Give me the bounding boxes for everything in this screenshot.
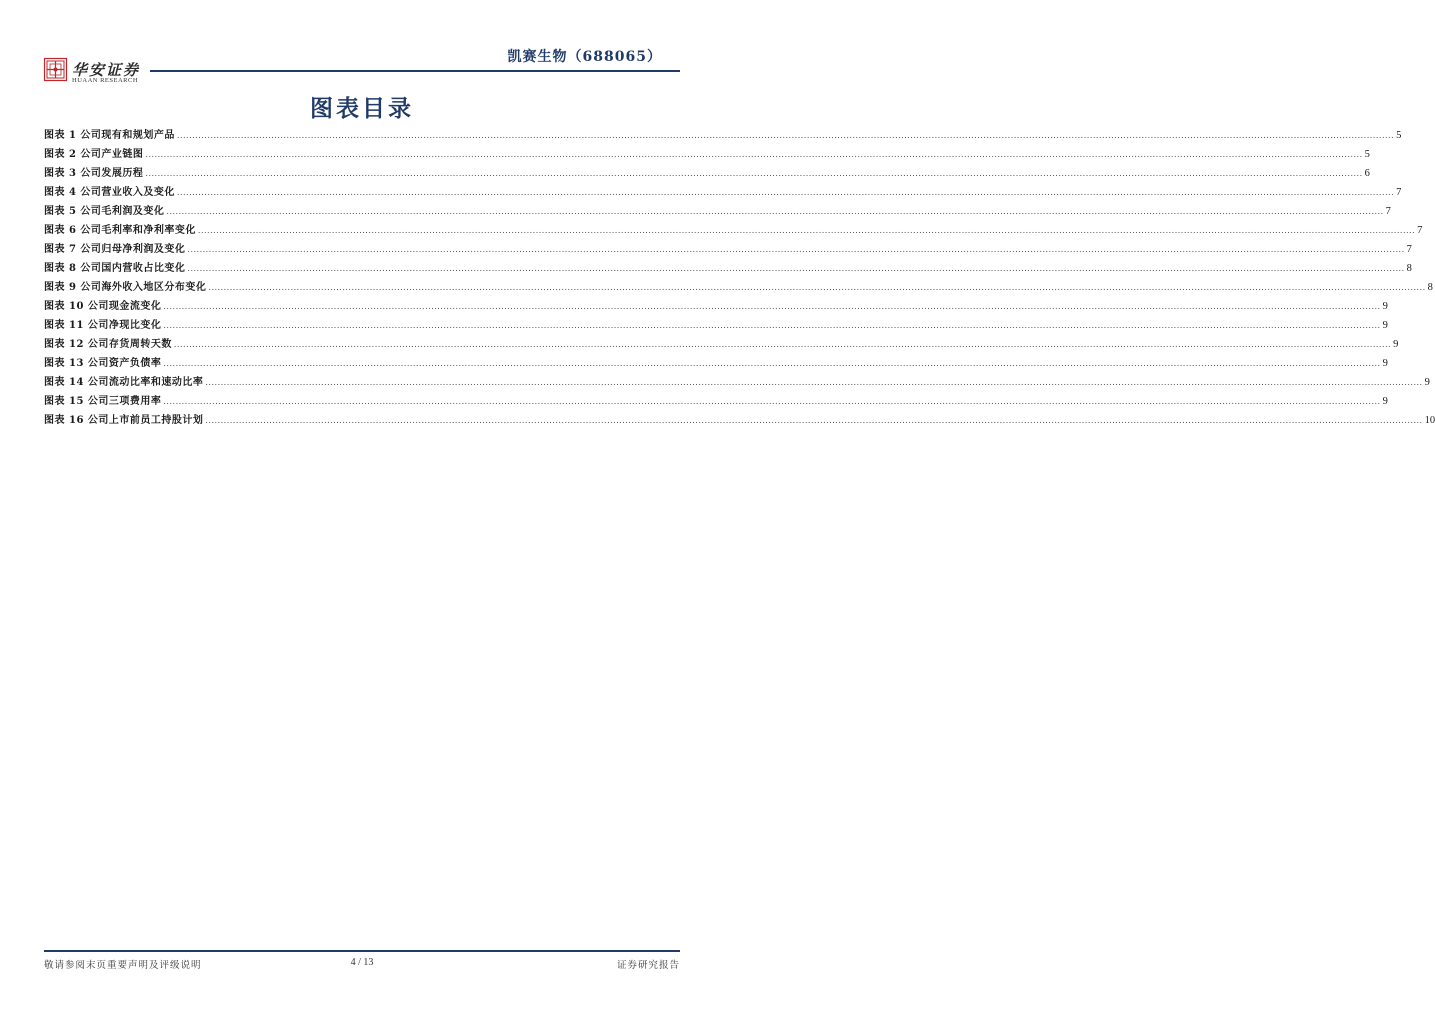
toc-entry[interactable] (44, 240, 1412, 259)
toc-entry-label[interactable]: 图表 7 公司归母净利润及变化 (44, 244, 186, 255)
toc-entry-page[interactable]: 9 (1382, 396, 1388, 407)
toc-entry[interactable] (44, 392, 1388, 411)
toc-entry-label[interactable]: 图表 6 公司毛利率和净利率变化 (44, 225, 196, 236)
toc-entry[interactable] (44, 278, 1433, 297)
logo-chinese-text: 华安证券 (72, 61, 141, 79)
dot-leader: ................................................................................................................................................................................................................................................................................................................................................................................................................ (176, 131, 1395, 140)
toc-entry[interactable] (44, 221, 1423, 240)
footer-report-type: 证券研究报告 (616, 960, 680, 971)
toc-entry-page[interactable]: 8 (1406, 263, 1412, 274)
toc-entry-page[interactable]: 8 (1427, 282, 1433, 293)
toc-entry[interactable] (44, 126, 1402, 145)
toc-entry-label[interactable]: 图表 5 公司毛利润及变化 (44, 206, 165, 217)
toc-entry-label[interactable]: 图表 13 公司资产负债率 (44, 358, 162, 369)
logo-english-text: HUAAN RESEARCH (72, 77, 139, 84)
huaan-logo-icon (44, 58, 67, 81)
toc-entry-page[interactable]: 5 (1396, 130, 1402, 141)
toc-entry[interactable] (44, 145, 1370, 164)
dot-leader: ................................................................................................................................................................................................................................................................................................................................................................................................................ (166, 207, 1384, 216)
toc-entry-page[interactable]: 9 (1382, 358, 1388, 369)
figure-table-of-contents (44, 126, 1435, 430)
toc-entry-page[interactable]: 6 (1364, 168, 1370, 179)
toc-entry-label[interactable]: 图表 16 公司上市前员工持股计划 (44, 415, 204, 426)
toc-entry[interactable] (44, 183, 1402, 202)
dot-leader: ................................................................................................................................................................................................................................................................................................................................................................................................................ (176, 188, 1395, 197)
toc-entry[interactable] (44, 164, 1370, 183)
toc-entry-label[interactable]: 图表 12 公司存货周转天数 (44, 339, 172, 350)
dot-leader: ................................................................................................................................................................................................................................................................................................................................................................................................................ (205, 416, 1423, 425)
page-number: 4 / 13 (350, 957, 374, 968)
header-divider (150, 70, 680, 72)
company-logo (44, 58, 154, 88)
toc-entry[interactable] (44, 259, 1412, 278)
dot-leader: ................................................................................................................................................................................................................................................................................................................................................................................................................ (163, 302, 1381, 311)
toc-entry[interactable] (44, 316, 1388, 335)
footer-divider (44, 950, 680, 952)
toc-entry[interactable] (44, 202, 1391, 221)
toc-entry[interactable] (44, 373, 1430, 392)
toc-entry-page[interactable]: 5 (1364, 149, 1370, 160)
toc-entry-label[interactable]: 图表 1 公司现有和规划产品 (44, 130, 175, 141)
toc-entry-page[interactable]: 9 (1393, 339, 1399, 350)
footer-disclaimer: 敬请参阅末页重要声明及评级说明 (44, 960, 202, 971)
dot-leader: ................................................................................................................................................................................................................................................................................................................................................................................................................ (163, 359, 1381, 368)
toc-entry-page[interactable]: 9 (1382, 320, 1388, 331)
toc-entry-page[interactable]: 7 (1385, 206, 1391, 217)
page-title: 图表目录 (310, 95, 414, 122)
dot-leader: ................................................................................................................................................................................................................................................................................................................................................................................................................ (145, 169, 1363, 178)
toc-entry-label[interactable]: 图表 11 公司净现比变化 (44, 320, 162, 331)
toc-entry-page[interactable]: 7 (1417, 225, 1423, 236)
dot-leader: ................................................................................................................................................................................................................................................................................................................................................................................................................ (163, 321, 1381, 330)
toc-entry[interactable] (44, 335, 1399, 354)
dot-leader: ................................................................................................................................................................................................................................................................................................................................................................................................................ (173, 340, 1392, 349)
toc-entry-page[interactable]: 9 (1424, 377, 1430, 388)
dot-leader: ................................................................................................................................................................................................................................................................................................................................................................................................................ (145, 150, 1363, 159)
toc-entry-label[interactable]: 图表 8 公司国内营收占比变化 (44, 263, 186, 274)
toc-entry-page[interactable]: 10 (1424, 415, 1435, 426)
toc-entry-label[interactable]: 图表 9 公司海外收入地区分布变化 (44, 282, 207, 293)
toc-entry[interactable] (44, 297, 1388, 316)
toc-entry-label[interactable]: 图表 3 公司发展历程 (44, 168, 144, 179)
toc-entry-page[interactable]: 9 (1382, 301, 1388, 312)
dot-leader: ................................................................................................................................................................................................................................................................................................................................................................................................................ (205, 378, 1423, 387)
dot-leader: ................................................................................................................................................................................................................................................................................................................................................................................................................ (197, 226, 1416, 235)
toc-entry-label[interactable]: 图表 4 公司营业收入及变化 (44, 187, 175, 198)
toc-entry-page[interactable]: 7 (1396, 187, 1402, 198)
dot-leader: ................................................................................................................................................................................................................................................................................................................................................................................................................ (163, 397, 1381, 406)
toc-entry-label[interactable]: 图表 10 公司现金流变化 (44, 301, 162, 312)
toc-entry[interactable] (44, 411, 1435, 430)
toc-entry-label[interactable]: 图表 15 公司三项费用率 (44, 396, 162, 407)
toc-entry[interactable] (44, 354, 1388, 373)
toc-entry-label[interactable]: 图表 14 公司流动比率和速动比率 (44, 377, 204, 388)
dot-leader: ................................................................................................................................................................................................................................................................................................................................................................................................................ (187, 245, 1405, 254)
dot-leader: ................................................................................................................................................................................................................................................................................................................................................................................................................ (187, 264, 1405, 273)
toc-entry-page[interactable]: 7 (1406, 244, 1412, 255)
toc-entry-label[interactable]: 图表 2 公司产业链图 (44, 149, 144, 160)
dot-leader: ................................................................................................................................................................................................................................................................................................................................................................................................................ (208, 283, 1426, 292)
report-title: 凯赛生物（688065） (507, 49, 662, 65)
